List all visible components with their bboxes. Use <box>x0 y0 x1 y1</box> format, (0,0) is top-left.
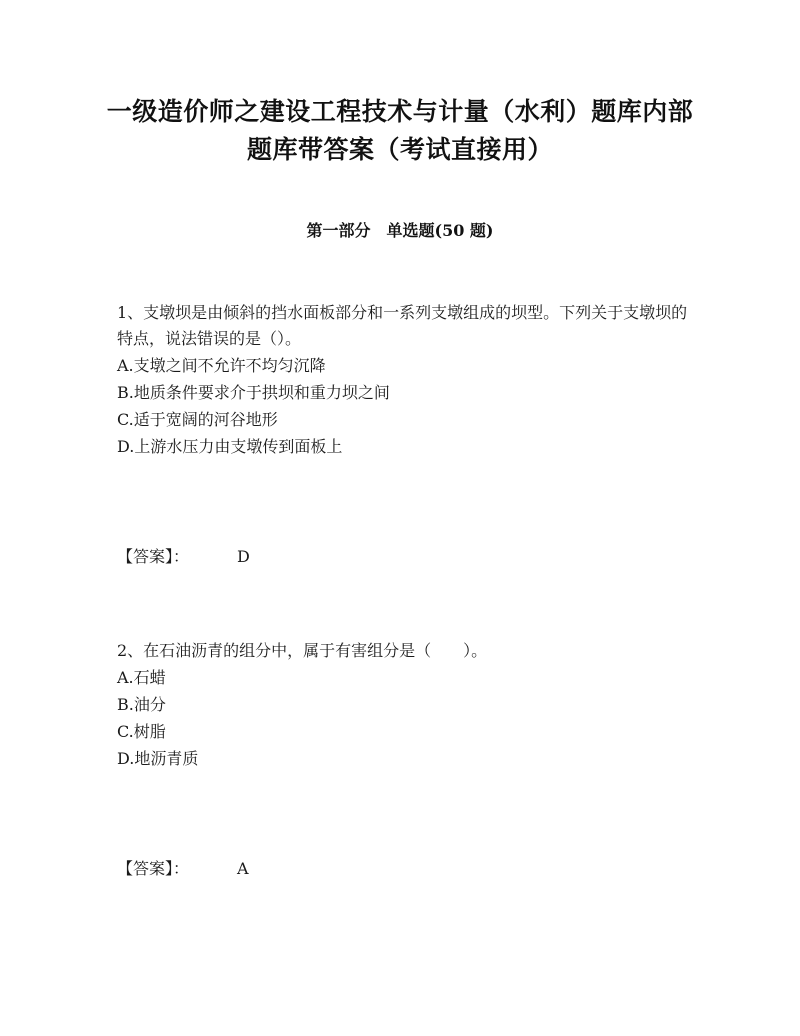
option-b: B.油分 <box>117 695 166 714</box>
document-title-line-1: 一级造价师之建设工程技术与计量（水利）题库内部 <box>106 97 694 126</box>
option-c: C.树脂 <box>117 722 166 741</box>
option-d: D.地沥青质 <box>117 749 199 768</box>
answer-value: D <box>237 547 250 566</box>
answer-label: 【答案】： <box>117 859 190 878</box>
option-c: C.适于宽阔的河谷地形 <box>117 410 278 429</box>
document-title-line-2: 题库带答案（考试直接用） <box>246 135 553 164</box>
answer-2 <box>117 858 249 880</box>
option-a: A.支墩之间不允许不均匀沉降 <box>117 356 326 375</box>
option-d: D.上游水压力由支墩传到面板上 <box>117 437 343 456</box>
section-heading: 第一部分 单选题(50 题) <box>306 221 494 240</box>
option-a: A.石蜡 <box>117 668 166 687</box>
option-b: B.地质条件要求介于拱坝和重力坝之间 <box>117 383 390 402</box>
question-stem: 1、支墩坝是由倾斜的挡水面板部分和一系列支墩组成的坝型。下列关于支墩坝的特点，说法错误的是（）。 <box>117 303 688 348</box>
answer-label: 【答案】： <box>117 547 190 566</box>
question-1 <box>117 300 692 460</box>
question-2 <box>117 638 692 772</box>
answer-1 <box>117 546 250 568</box>
answer-value: A <box>237 859 249 878</box>
question-stem: 2、在石油沥青的组分中，属于有害组分是（ ）。 <box>117 641 488 660</box>
